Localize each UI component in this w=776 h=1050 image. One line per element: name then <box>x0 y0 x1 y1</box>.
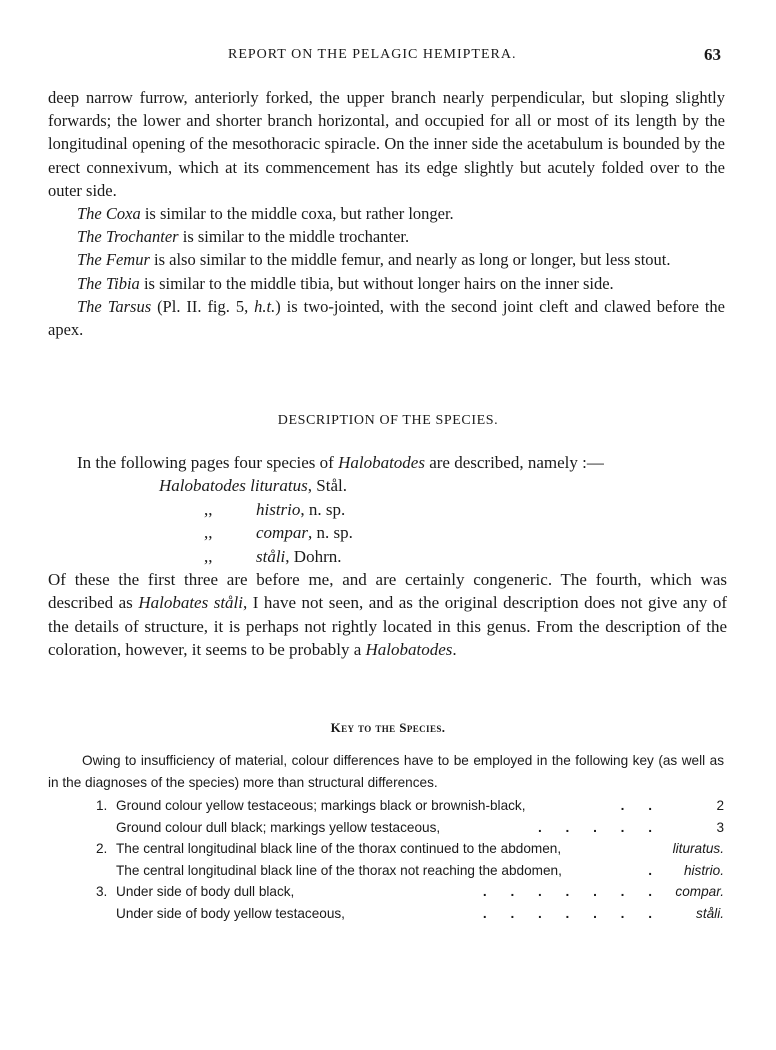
species-genus: Halobatodes <box>159 476 246 496</box>
species-name: lituratus <box>250 476 308 496</box>
species-name: ståli <box>256 546 286 566</box>
coxa-term: The Coxa <box>77 204 141 224</box>
leg-description <box>48 86 725 341</box>
tibia-paragraph <box>48 272 725 295</box>
coxa-paragraph <box>48 202 725 225</box>
coxa-text: is similar to the middle coxa, but rather longer. <box>140 204 454 224</box>
key-leader-dots: . . . . . . . <box>482 884 662 900</box>
species-remark-genus: Halobatodes <box>365 640 453 660</box>
key-text: Ground colour yellow testaceous; markings black or brownish-black, <box>116 798 526 813</box>
species-author: , n. sp. <box>307 523 353 543</box>
tarsus-paragraph <box>48 295 725 341</box>
key-leader-dots: . . . . . . . <box>482 905 662 921</box>
key-text: Ground colour dull black; markings yellow testaceous, <box>116 819 441 835</box>
key-leader-dots: . . <box>620 798 662 813</box>
species-author: , n. sp. <box>300 499 346 519</box>
key-row <box>48 818 724 840</box>
species-list <box>48 474 727 568</box>
species-item <box>48 474 727 497</box>
key-result: histrio. <box>683 862 724 878</box>
species-section <box>48 451 727 662</box>
key-text: Under side of body dull black, <box>116 884 295 900</box>
key-text: The central longitudinal black line of the thorax continued to the abdomen, <box>116 841 562 857</box>
species-intro-after: are described, namely :— <box>424 453 604 472</box>
running-head <box>0 45 776 69</box>
key-result: 3 <box>716 819 724 835</box>
species-item <box>48 521 727 544</box>
species-name: histrio <box>256 499 301 519</box>
species-name: compar <box>256 523 308 543</box>
key-row <box>48 861 724 883</box>
page-number: 63 <box>704 45 721 64</box>
species-item <box>48 545 727 568</box>
tarsus-term: The Tarsus <box>77 296 152 316</box>
ditto-mark: ,, <box>204 546 213 566</box>
key-number: 1. <box>96 798 108 813</box>
tarsus-figure-ref: h.t. <box>254 296 276 316</box>
key-intro-text: Owing to insufficiency of material, colour differences have to be employed in the following key (as well as in the diagnoses of the species) more than structural differences. <box>48 753 724 790</box>
intro-paragraph: deep narrow furrow, anteriorly forked, the upper branch nearly perpendicular, but sloping slightly forwards; the lower and shorter branch horizontal, and occupied for all or most of its length by the longitudinal opening of the mesothoracic spiracle. On the inner side the acetabulum is bounded by the erect connexivum, which at its commencement has its edge slightly but acutely folded over to the outer side. <box>48 88 725 200</box>
species-remark-text-b: , I have not seen, and as the original description does not give any of the details of structure, it is perhaps not rightly located in this genus. From the description of the coloration, however, it seems to be probably a <box>48 593 727 660</box>
femur-text: is also similar to the middle femur, and nearly as long or longer, but less stout. <box>149 250 671 270</box>
species-remark-end: . <box>452 640 457 660</box>
species-author: , Stål. <box>307 476 347 496</box>
ditto-mark: ,, <box>204 523 213 543</box>
tibia-text: is similar to the middle tibia, but without longer hairs on the inner side. <box>139 273 614 293</box>
tarsus-text-a: (Pl. II. fig. 5, <box>151 296 255 316</box>
species-key <box>48 796 724 926</box>
trochanter-text: is similar to the middle trochanter. <box>178 227 410 247</box>
femur-term: The Femur <box>77 250 150 270</box>
key-leader-dots: . <box>648 862 662 878</box>
key-result: lituratus. <box>672 841 724 857</box>
key-text: The central longitudinal black line of the thorax not reaching the abdomen, <box>116 862 562 878</box>
key-number: 3. <box>96 884 108 900</box>
species-intro-text: In the following pages four species of <box>77 453 339 472</box>
tarsus-text-b: ) is two-jointed, with the second joint cleft and clawed before the apex. <box>48 296 725 340</box>
key-row <box>48 839 724 861</box>
tibia-term: The Tibia <box>77 273 140 293</box>
key-text: Under side of body yellow testaceous, <box>116 905 345 921</box>
species-intro <box>48 451 727 474</box>
key-result: 2 <box>716 798 724 813</box>
key-heading: Key to the Species. <box>330 720 446 735</box>
species-intro-genus: Halobatodes <box>338 453 425 472</box>
species-remark-text: Of these the first three are before me, and are certainly congeneric. The fourth, which was described as <box>48 569 727 613</box>
species-author: , Dohrn. <box>285 546 342 566</box>
trochanter-paragraph <box>48 225 725 248</box>
trochanter-term: The Trochanter <box>77 227 179 247</box>
femur-paragraph <box>48 248 725 271</box>
key-number: 2. <box>96 841 108 857</box>
key-intro <box>48 750 724 793</box>
species-item <box>48 498 727 521</box>
section-heading: DESCRIPTION OF THE SPECIES. <box>277 413 499 428</box>
species-remark <box>48 568 727 662</box>
key-row <box>48 796 724 818</box>
key-result: compar. <box>675 884 724 900</box>
key-result: ståli. <box>696 905 724 921</box>
running-title: REPORT ON THE PELAGIC HEMIPTERA. <box>228 47 517 62</box>
species-remark-name: Halobates ståli <box>138 593 243 613</box>
ditto-mark: ,, <box>204 499 213 519</box>
key-leader-dots: . . . . . <box>538 819 662 835</box>
key-row <box>48 904 724 926</box>
key-row <box>48 882 724 904</box>
